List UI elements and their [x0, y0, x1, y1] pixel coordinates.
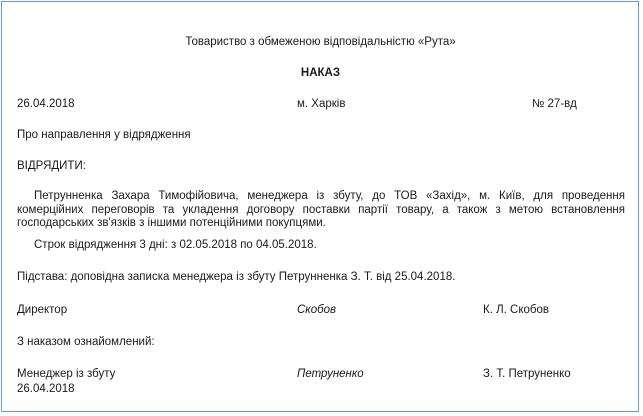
document-type: НАКАЗ	[300, 67, 341, 79]
order-city: м. Харків	[297, 98, 346, 110]
order-subject: Про направлення у відрядження	[17, 129, 191, 141]
employee-name: З. Т. Петруненко	[483, 368, 571, 380]
trip-term: Строк відрядження 3 дні: з 02.05.2018 по 04.05.2018.	[34, 239, 317, 251]
employee-position: Менеджер із збуту	[17, 368, 116, 380]
employee-signature: Петруненко	[297, 368, 364, 380]
organization-name: Товариство з обмеженою відповідальністю «Рута»	[185, 36, 456, 48]
order-directive: ВІДРЯДИТИ:	[17, 160, 86, 172]
director-signature: Скобов	[297, 304, 336, 316]
director-name: К. Л. Скобов	[483, 304, 549, 316]
order-date: 26.04.2018	[17, 98, 75, 110]
order-number: № 27-вд	[532, 98, 577, 110]
order-basis: Підстава: доповідна записка менеджера із збуту Петрунненка З. Т. від 25.04.2018.	[17, 271, 456, 283]
acquaintance-date: 26.04.2018	[17, 383, 75, 395]
order-body-text: Петрунненка Захара Тимофійовича, менеджера із збуту, до ТОВ «Захід», м. Київ, для проведення комерційних переговорів та укладення договору поставки партії товару, а також з метою встановлення господарських зв'язків з іншими потенційними покупцями.	[17, 190, 625, 229]
director-position: Директор	[17, 304, 68, 316]
acquainted-label: З наказом ознайомлений:	[17, 336, 155, 348]
